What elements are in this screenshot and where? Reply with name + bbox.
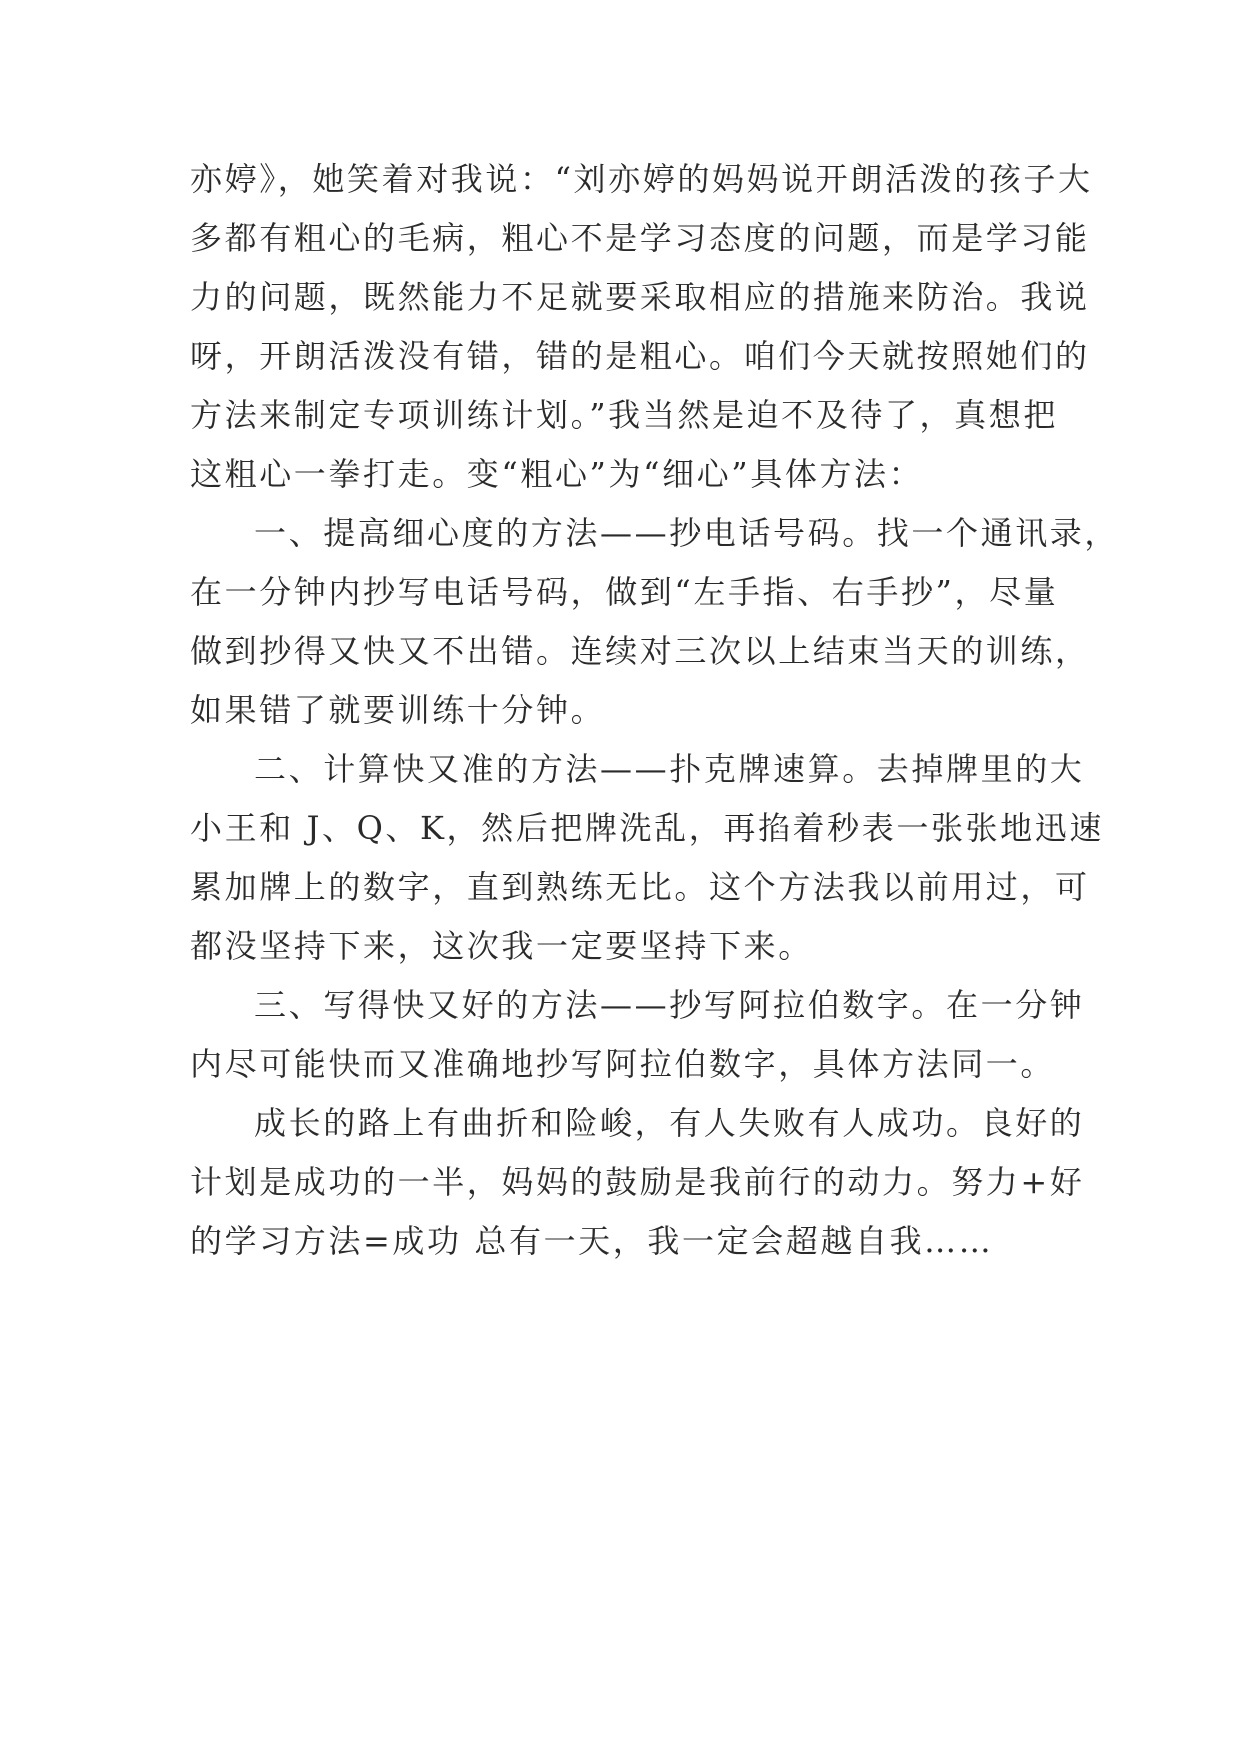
text-line: 小王和 J、Q、K，然后把牌洗乱，再掐着秒表一张张地迅速 — [190, 809, 1104, 847]
text-line: 多都有粗心的毛病，粗心不是学习态度的问题，而是学习能 — [190, 219, 1090, 257]
text-line: 计划是成功的一半，妈妈的鼓励是我前行的动力。努力+好 — [190, 1163, 1085, 1201]
text-line: 如果错了就要训练十分钟。 — [190, 691, 606, 729]
paragraph-first-line: 成长的路上有曲折和险峻，有人失败有人成功。良好的 — [254, 1104, 1085, 1142]
text-line: 做到抄得又快又不出错。连续对三次以上结束当天的训练， — [190, 632, 1090, 670]
paragraph-first-line: 二、计算快又准的方法——扑克牌速算。去掉牌里的大 — [254, 750, 1085, 788]
text-line: 内尽可能快而又准确地抄写阿拉伯数字，具体方法同一。 — [190, 1045, 1056, 1083]
text-line: 亦婷》，她笑着对我说：“刘亦婷的妈妈说开朗活泼的孩子大 — [190, 160, 1093, 198]
text-line: 这粗心一拳打走。变“粗心”为“细心”具体方法： — [190, 455, 924, 493]
paragraph-first-line: 三、写得快又好的方法——抄写阿拉伯数字。在一分钟 — [254, 986, 1085, 1024]
text-line: 力的问题，既然能力不足就要采取相应的措施来防治。我说 — [190, 278, 1090, 316]
document-body — [190, 150, 1120, 1271]
text-line: 在一分钟内抄写电话号码，做到“左手指、右手抄”，尽量 — [190, 573, 1059, 611]
text-line: 的学习方法=成功 总有一天，我一定会超越自我…… — [190, 1222, 994, 1260]
paragraph-first-line: 一、提高细心度的方法——抄电话号码。找一个通讯录， — [254, 514, 1120, 552]
text-line: 方法来制定专项训练计划。”我当然是迫不及待了，真想把 — [190, 396, 1058, 434]
text-line: 呀，开朗活泼没有错，错的是粗心。咱们今天就按照她们的 — [190, 337, 1090, 375]
text-line: 都没坚持下来，这次我一定要坚持下来。 — [190, 927, 813, 965]
text-line: 累加牌上的数字，直到熟练无比。这个方法我以前用过，可 — [190, 868, 1090, 906]
